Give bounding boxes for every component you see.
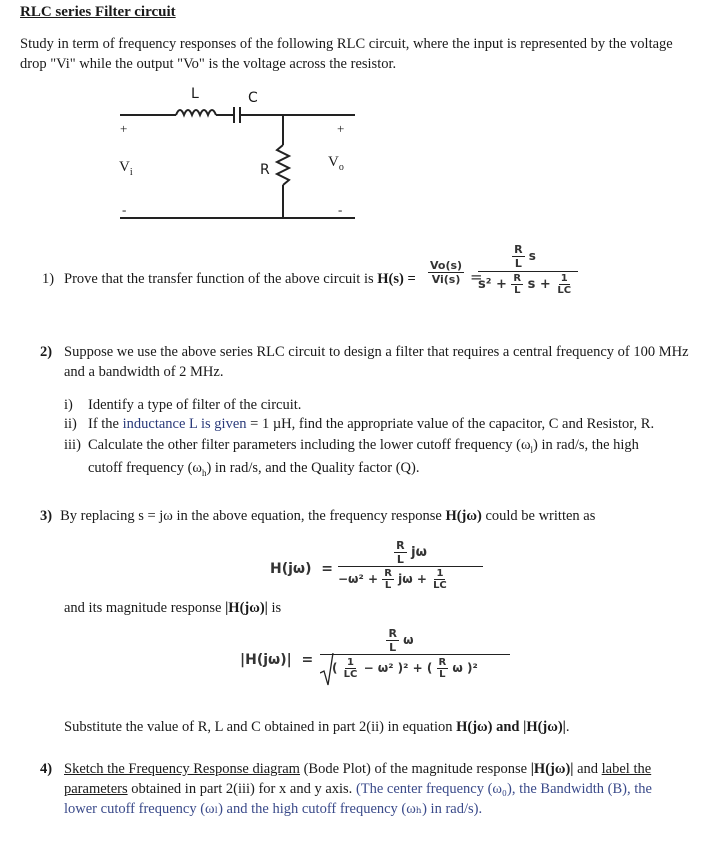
q2-item-iii: iii) Calculate the other filter parameters including the lower cutoff frequency $(\omega_l)$ in rad/s, the high [64,437,639,455]
inductor-symbol [176,110,216,115]
plus-right: + [337,121,345,136]
q2-item-iii-cont: cutoff frequency $(\omega_h)$ in rad/s, and the Quality factor (Q). [88,460,420,478]
plus-left: + [120,121,128,136]
q1-vo-vi-fraction: $\frac{Vo(s)}{Vi(s)}$ [430,259,463,286]
q4-block: 4) Sketch the Frequency Response diagram (Bode Plot) of the magnitude response |H(jω)| and label the parameters obtained in part 2(iii) for x and y axis. (The center frequency (ω₀), the Bandwidth (B), the lower cutoff frequency (ωₗ) and the high cutoff frequency (ωₕ) in rad/s). [40,761,652,817]
q2-number: 2) [40,344,53,360]
label-vo: $V_o$ [328,154,344,173]
q3-intro: 3) By replacing s = jω in the above equation, the frequency response H(jω) could be written as [40,508,596,524]
minus-left: - [122,202,127,217]
q1-text: Prove that the transfer function of the above circuit is H(s) = [64,271,416,287]
sqrt-symbol [320,653,334,687]
page-title: RLC series Filter circuit [20,4,176,20]
q2-item-ii: ii) If the inductance L is given = 1 µH, find the appropriate value of the capacitor, C and Resistor, R. [64,416,655,432]
q3-mag-equation: $\frac{R}{L}$ ω ( $\frac{1}{LC}$ − ω² )² + ( $\frac{R}{L}$ ω )² [320,627,510,680]
q2-text: Suppose we use the above series RLC circuit to design a filter that requires a central frequency of 100 MHz and a bandwidth of 2 MHz. [64,344,689,380]
q1-equals: = [470,268,483,286]
q3-substitute: Substitute the value of R, L and C obtained in part 2(ii) in equation H(jω) and |H(jω)|. [64,719,570,735]
label-capacitor: C [248,90,258,106]
label-inductor: L [191,86,199,102]
resistor-symbol [277,145,289,185]
q1-number: 1) [42,271,55,287]
label-resistor: R [260,162,270,178]
q3-hjw-lhs: H(jω) = [270,561,333,577]
q3-hjw-equation: $\frac{R}{L}$ jω −ω² + $\frac{R}{L}$ jω + $\frac{1}{LC}$ [338,539,483,591]
label-vi: $V_i$ [119,159,133,178]
intro-paragraph: Study in term of frequency responses of the following RLC circuit, where the input is represented by the voltage drop "Vi" while the output "Vo" is the voltage across the resistor. [20,36,673,72]
q2-block [40,342,690,382]
q3-mag-lhs: |H(jω)| = [240,652,314,668]
q3-magnitude-intro: and its magnitude response |H(jω)| is [64,600,282,616]
q1-transfer-function: $\frac{R}{L}$ s s² + $\frac{R}{L}$ s + $\frac{1}{LC}$ [478,243,578,296]
q2-item-i: i) Identify a type of filter of the circuit. [64,397,302,413]
minus-right: - [338,202,343,217]
